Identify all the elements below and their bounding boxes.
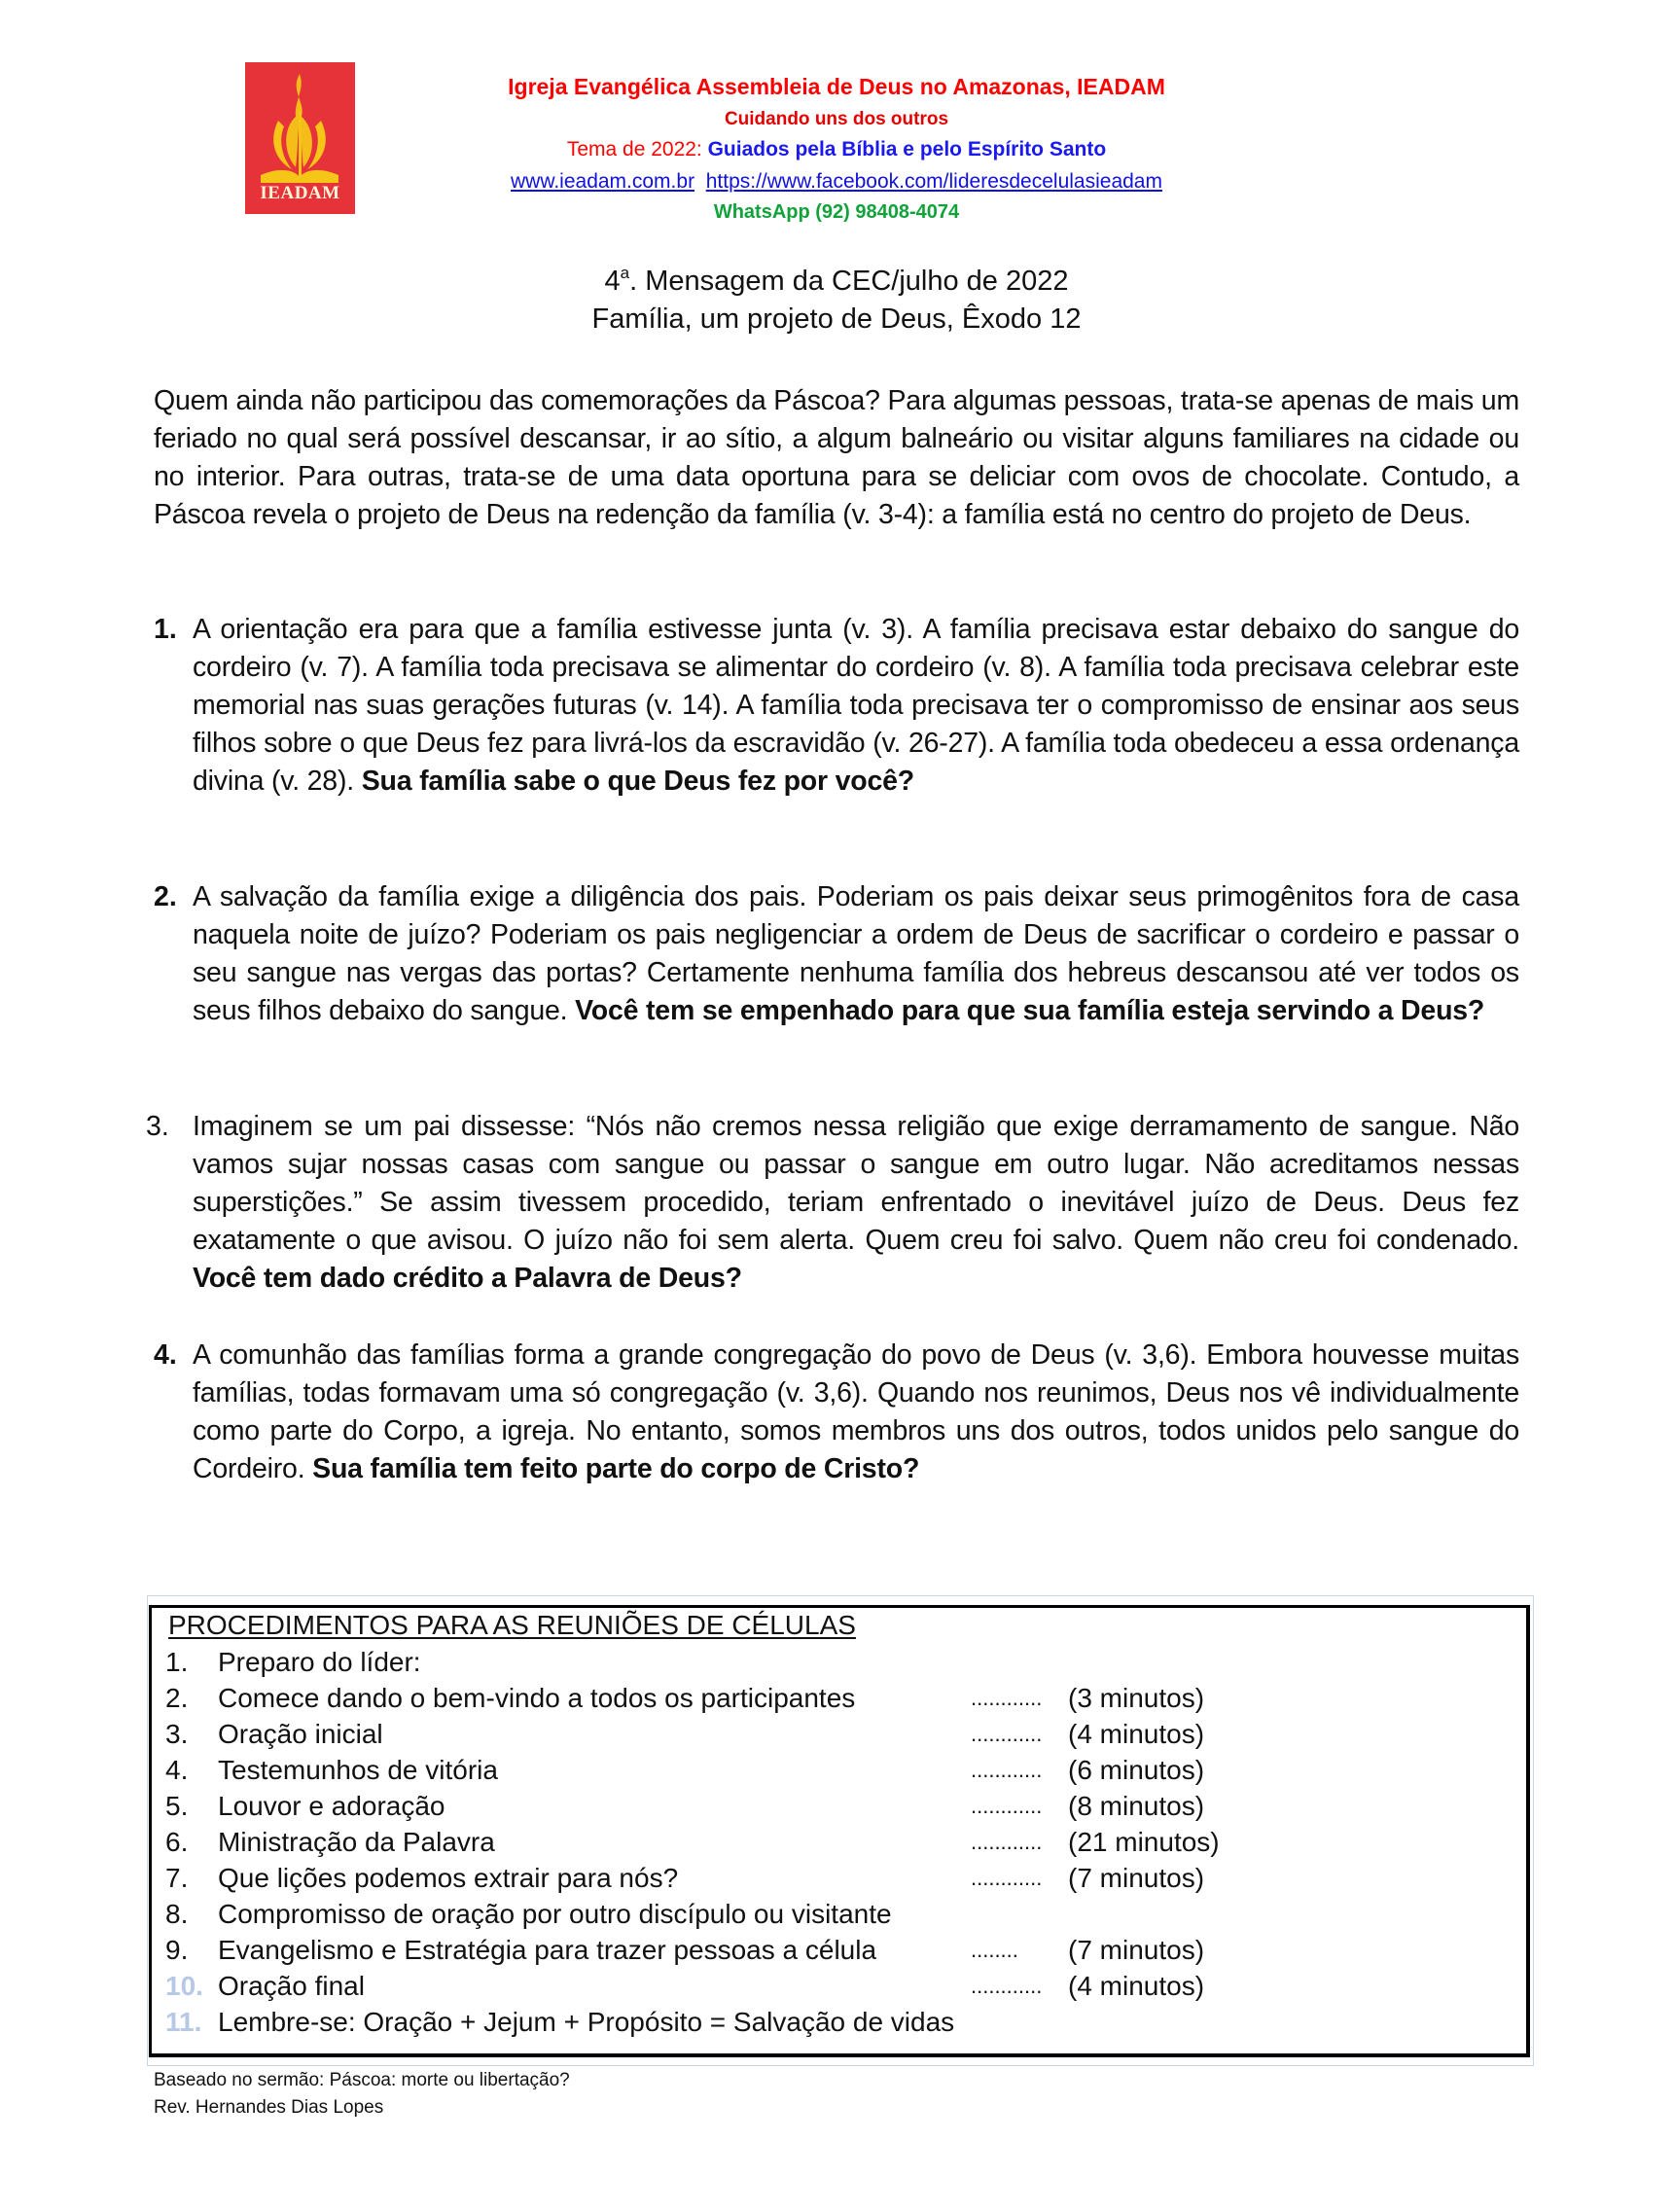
- procedure-label: Lembre-se: Oração + Jejum + Propósito = Salvação de vidas: [218, 2007, 955, 2037]
- procedure-item: [165, 1788, 1517, 1824]
- procedure-item: [165, 1644, 1517, 1680]
- procedure-time: (8 minutos): [1068, 1791, 1205, 1821]
- point-number: 2.: [154, 881, 177, 912]
- point-question: Você tem dado crédito a Palavra de Deus?: [193, 1263, 742, 1294]
- procedure-item: [165, 1896, 1517, 1932]
- point-text: A comunhão das famílias forma a grande congregação do povo de Deus (v. 3,6). Embora houvesse muitas famílias, todas formavam uma só congregação (v. 3,6). Quando nos reunimos, Deus nos vê individualmente como parte do Corpo, a igreja. No entanto, somos membros uns dos outros, todos unidos pelo sangue do Cordeiro.: [193, 1339, 1519, 1484]
- procedure-time: (7 minutos): [1068, 1935, 1205, 1965]
- point-text: Imaginem se um pai dissesse: “Nós não cremos nessa religião que exige derramamento de sangue. Não vamos sujar nossas casas com sangue ou passar o sangue em outro lugar. Não acreditamos nessas superstições.” Se assim tivessem procedido, teriam enfrentado o inevitável juízo de Deus. Deus fez exatamente o que avisou. O juízo não foi sem alerta. Quem creu foi salvo. Quem não creu foi condenado.: [193, 1111, 1519, 1256]
- procedure-leader-dots: ............: [971, 1974, 1043, 1998]
- point-paragraph: [193, 1108, 1519, 1298]
- procedure-item: [165, 1752, 1517, 1788]
- point-number: 3.: [146, 1111, 169, 1142]
- procedure-label: Evangelismo e Estratégia para trazer pessoas a célula: [218, 1935, 877, 1965]
- procedure-number: 11.: [165, 2007, 202, 2037]
- procedure-leader-dots: ........: [971, 1938, 1018, 1962]
- church-motto: Cuidando uns dos outros: [724, 109, 949, 129]
- procedure-time: (21 minutos): [1068, 1827, 1220, 1857]
- point-number: 4.: [154, 1339, 177, 1371]
- procedure-leader-dots: ............: [971, 1758, 1043, 1782]
- procedure-number: 3.: [165, 1719, 189, 1749]
- title-rest: . Mensagem da CEC/julho de 2022: [629, 266, 1069, 297]
- sermon-author: Rev. Hernandes Dias Lopes: [154, 2097, 384, 2118]
- procedure-leader-dots: ............: [971, 1866, 1043, 1890]
- procedure-label: Oração final: [218, 1971, 365, 2001]
- procedures-heading: PROCEDIMENTOS PARA AS REUNIÕES DE CÉLULAS: [168, 1610, 856, 1640]
- theme-value: Guiados pela Bíblia e pelo Espírito Santo: [707, 138, 1107, 161]
- procedure-label: Louvor e adoração: [218, 1791, 445, 1821]
- procedure-label: Compromisso de oração por outro discípulo ou visitante: [218, 1899, 892, 1929]
- procedure-item: [165, 1932, 1517, 1968]
- point-number: 1.: [154, 614, 177, 645]
- message-title: [389, 265, 1284, 296]
- point-paragraph: [193, 1337, 1519, 1488]
- message-subtitle: Família, um projeto de Deus, Êxodo 12: [591, 303, 1082, 335]
- procedure-item: [165, 1824, 1517, 1860]
- procedure-number: 6.: [165, 1827, 189, 1857]
- point-paragraph: [193, 611, 1519, 801]
- point-text: A orientação era para que a família estivesse junta (v. 3). A família precisava estar debaixo do sangue do cordeiro (v. 7). A família toda precisava se alimentar do cordeiro (v. 8). A família toda precisava celebrar este memorial nas suas gerações futuras (v. 14). A família toda precisava ter o compromisso de ensinar aos seus filhos sobre o que Deus fez para livrá-los da escravidão (v. 26-27). A família toda obedeceu a essa ordenança divina (v. 28).: [193, 614, 1519, 797]
- procedure-number: 1.: [165, 1647, 189, 1677]
- procedure-time: (6 minutos): [1068, 1755, 1205, 1785]
- title-ordinal: 4: [604, 266, 621, 297]
- procedure-item: [165, 1968, 1517, 2004]
- procedure-item: [165, 1860, 1517, 1896]
- procedure-time: (7 minutos): [1068, 1863, 1205, 1893]
- procedure-time: (3 minutos): [1068, 1683, 1205, 1713]
- procedure-leader-dots: ............: [971, 1830, 1043, 1854]
- point-question: Sua família sabe o que Deus fez por você?: [361, 766, 914, 797]
- procedure-number: 9.: [165, 1935, 189, 1965]
- sermon-source: Baseado no sermão: Páscoa: morte ou libertação?: [154, 2070, 570, 2090]
- whatsapp-contact: WhatsApp (92) 98408-4074: [713, 201, 960, 223]
- procedure-leader-dots: ............: [971, 1686, 1043, 1710]
- point-question: Sua família tem feito parte do corpo de Cristo?: [312, 1453, 920, 1484]
- point-question: Você tem se empenhado para que sua família esteja servindo a Deus?: [575, 995, 1485, 1026]
- theme-label: Tema de 2022:: [566, 138, 708, 161]
- procedure-label: Preparo do líder:: [218, 1647, 421, 1677]
- point-paragraph: [193, 878, 1519, 1030]
- procedure-item: [165, 2004, 1517, 2040]
- year-theme: [428, 139, 1245, 160]
- procedure-time: (4 minutos): [1068, 1971, 1205, 2001]
- procedure-leader-dots: ............: [971, 1722, 1043, 1746]
- procedure-item: [165, 1680, 1517, 1716]
- procedure-number: 5.: [165, 1791, 189, 1821]
- procedure-label: Ministração da Palavra: [218, 1827, 495, 1857]
- procedure-number: 10.: [165, 1971, 203, 2001]
- ieadam-logo: [245, 62, 355, 214]
- procedure-time: (4 minutos): [1068, 1719, 1205, 1749]
- procedure-label: Que lições podemos extrair para nós?: [218, 1863, 679, 1893]
- procedure-number: 8.: [165, 1899, 189, 1929]
- procedure-label: Oração inicial: [218, 1719, 383, 1749]
- point-text: A salvação da família exige a diligência dos pais. Poderiam os pais deixar seus primogênitos fora de casa naquela noite de juízo? Poderiam os pais negligenciar a ordem de Deus de sacrificar o cordeiro e passar o seu sangue nas vergas das portas? Certamente nenhuma família dos hebreus descansou até ver todos os seus filhos debaixo do sangue.: [193, 881, 1519, 1026]
- facebook-link[interactable]: https://www.facebook.com/lideresdecelulasieadam: [705, 170, 1162, 193]
- logo-text: IEADAM: [260, 183, 340, 203]
- procedure-leader-dots: ............: [971, 1794, 1043, 1818]
- procedure-number: 2.: [165, 1683, 189, 1713]
- procedure-label: Testemunhos de vitória: [218, 1755, 498, 1785]
- procedure-label: Comece dando o bem-vindo a todos os participantes: [218, 1683, 856, 1713]
- church-name: Igreja Evangélica Assembleia de Deus no Amazonas, IEADAM: [508, 74, 1165, 99]
- intro-paragraph: Quem ainda não participou das comemorações da Páscoa? Para algumas pessoas, trata-se apenas de mais um feriado no qual será possível descansar, ir ao sítio, a algum balneário ou visitar alguns familiares na cidade ou no interior. Para outras, trata-se de uma data oportuna para se deliciar com ovos de chocolate. Contudo, a Páscoa revela o projeto de Deus na redenção da família (v. 3-4): a família está no centro do projeto de Deus.: [154, 385, 1519, 530]
- title-ordinal-sup: a: [620, 264, 630, 282]
- procedure-number: 4.: [165, 1755, 189, 1785]
- website-link[interactable]: www.ieadam.com.br: [511, 170, 695, 193]
- procedure-number: 7.: [165, 1863, 189, 1893]
- header-links: [428, 171, 1245, 192]
- procedure-item: [165, 1716, 1517, 1752]
